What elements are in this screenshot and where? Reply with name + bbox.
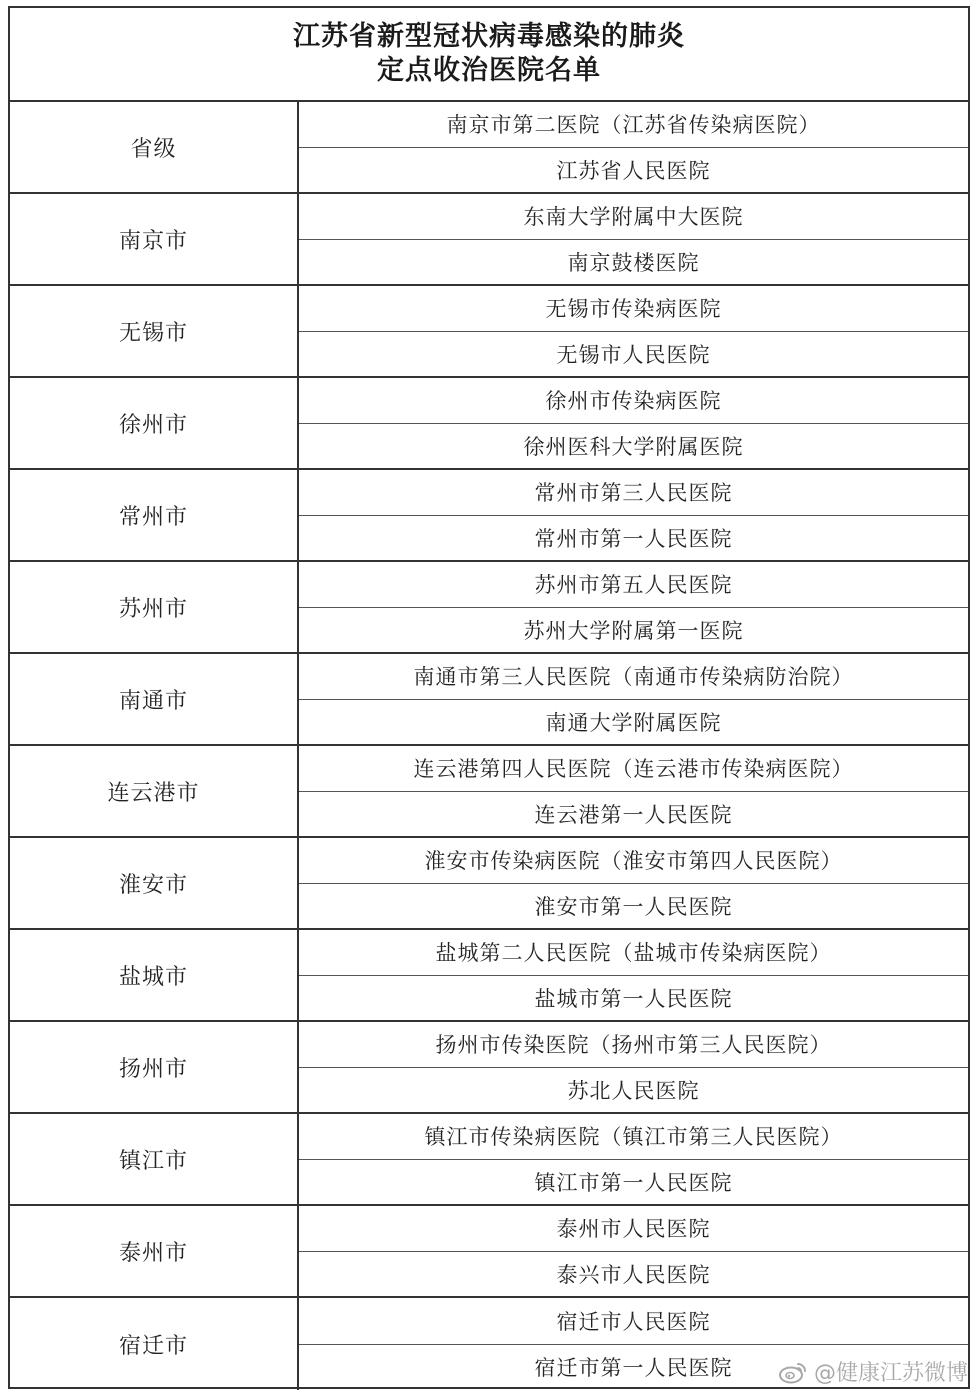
- city-cell: 无锡市: [10, 286, 299, 376]
- hospital-cell: 苏北人民医院: [299, 1067, 968, 1113]
- city-cell: 徐州市: [10, 378, 299, 468]
- hospital-cell: 苏州大学附属第一医院: [299, 607, 968, 653]
- weibo-watermark: [778, 1356, 968, 1387]
- weibo-icon: [778, 1360, 808, 1384]
- title-block: [10, 8, 968, 102]
- hospital-cell: 镇江市传染病医院（镇江市第三人民医院）: [424, 1125, 843, 1150]
- city-cell: 泰州市: [10, 1206, 299, 1296]
- hospital-list: [299, 194, 968, 284]
- hospital-cell: 南通大学附属医院: [299, 699, 968, 745]
- table-row-group: [10, 746, 968, 838]
- hospital-cell: 无锡市人民医院: [299, 331, 968, 377]
- hospital-list: [299, 1022, 968, 1112]
- hospital-list: [299, 654, 968, 744]
- city-cell: 连云港市: [10, 746, 299, 836]
- hospital-cell: 宿迁市第一人民医院: [299, 1344, 968, 1391]
- hospital-cell: 扬州市传染医院（扬州市第三人民医院）: [435, 1033, 832, 1058]
- hospital-list: [299, 746, 968, 836]
- city-cell: 淮安市: [10, 838, 299, 928]
- watermark-text: @健康江苏微博: [813, 1361, 968, 1386]
- table-row-group: [10, 1022, 968, 1114]
- title-line-1: 江苏省新型冠状病毒感染的肺炎: [293, 21, 685, 52]
- hospital-list: [299, 1206, 968, 1296]
- table-row-group: [10, 194, 968, 286]
- hospital-cell: 淮安市第一人民医院: [299, 883, 968, 929]
- hospital-cell: 苏州市第五人民医院: [534, 573, 733, 598]
- city-cell: 南京市: [10, 194, 299, 284]
- city-cell: 南通市: [10, 654, 299, 744]
- hospital-cell: 无锡市传染病医院: [545, 297, 722, 322]
- hospital-cell: 盐城第二人民医院（盐城市传染病医院）: [435, 941, 832, 966]
- city-cell: 省级: [10, 102, 299, 192]
- city-cell: 扬州市: [10, 1022, 299, 1112]
- hospital-cell: 镇江市第一人民医院: [299, 1159, 968, 1205]
- table-row-group: [10, 838, 968, 930]
- hospital-cell: 常州市第一人民医院: [299, 515, 968, 561]
- hospital-cell: 徐州市传染病医院: [545, 389, 722, 414]
- table-row-group: [10, 1114, 968, 1206]
- table-row-group: [10, 286, 968, 378]
- hospital-cell: 南京鼓楼医院: [299, 239, 968, 285]
- hospital-cell: 徐州医科大学附属医院: [299, 423, 968, 469]
- hospital-cell: 连云港第四人民医院（连云港市传染病医院）: [413, 757, 854, 782]
- hospital-list: [299, 378, 968, 468]
- hospital-list: [299, 838, 968, 928]
- table-row-group: [10, 102, 968, 194]
- hospital-cell: 泰州市人民医院: [556, 1217, 711, 1242]
- hospital-cell: 盐城市第一人民医院: [299, 975, 968, 1021]
- city-cell: 镇江市: [10, 1114, 299, 1204]
- city-cell: 盐城市: [10, 930, 299, 1020]
- city-cell: 宿迁市: [10, 1298, 299, 1390]
- hospital-list: [299, 102, 968, 192]
- hospital-cell: 东南大学附属中大医院: [523, 205, 744, 230]
- hospital-cell: 常州市第三人民医院: [534, 481, 733, 506]
- hospital-list: [299, 286, 968, 376]
- hospital-cell: 南京市第二医院（江苏省传染病医院）: [446, 113, 821, 138]
- hospital-list: [299, 930, 968, 1020]
- city-cell: 苏州市: [10, 562, 299, 652]
- hospital-table: [10, 102, 968, 1390]
- table-row-group: [10, 562, 968, 654]
- hospital-cell: 江苏省人民医院: [299, 147, 968, 193]
- table-row-group: [10, 1206, 968, 1298]
- hospital-list: [299, 1114, 968, 1204]
- table-row-group: [10, 470, 968, 562]
- title-line-2: 定点收治医院名单: [377, 55, 601, 86]
- hospital-list: [299, 470, 968, 560]
- hospital-cell: 连云港第一人民医院: [299, 791, 968, 837]
- hospital-cell: 宿迁市人民医院: [556, 1309, 711, 1334]
- hospital-list-document: [8, 6, 970, 1389]
- city-cell: 常州市: [10, 470, 299, 560]
- hospital-cell: 淮安市传染病医院（淮安市第四人民医院）: [424, 849, 843, 874]
- hospital-cell: 泰兴市人民医院: [299, 1251, 968, 1297]
- hospital-cell: 南通市第三人民医院（南通市传染病防治院）: [413, 665, 854, 690]
- table-row-group: [10, 378, 968, 470]
- table-row-group: [10, 654, 968, 746]
- hospital-list: [299, 562, 968, 652]
- table-row-group: [10, 930, 968, 1022]
